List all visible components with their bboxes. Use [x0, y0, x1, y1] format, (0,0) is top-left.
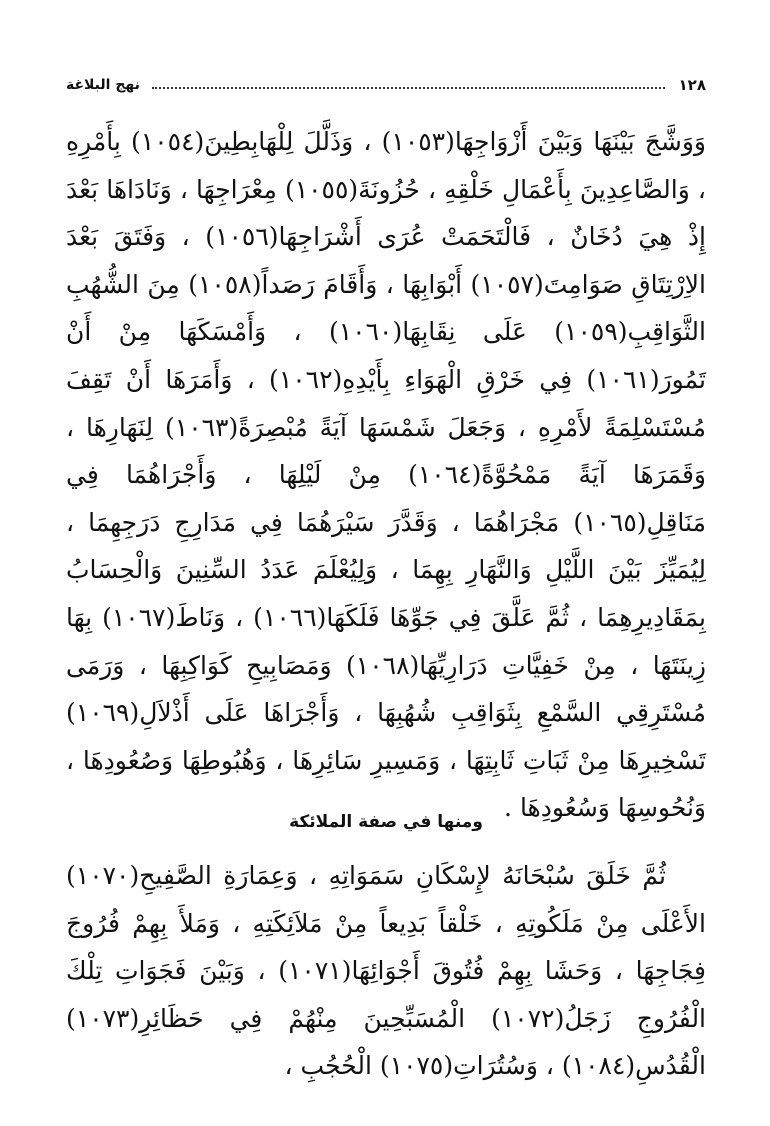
header-dotted-rule — [152, 87, 665, 89]
running-header — [66, 74, 706, 96]
main-paragraph: وَوَشَّجَ بَيْنَهَا وَبَيْنَ أَزْوَاجِهَا(١٠٥٣) ، وَذَلَّلَ لِلْهَابِطِينَ(١٠٥٤) بِأَمْرِهِ ، وَالصَّاعِدِينَ بِأَعْمَالِ خَلْقِهِ ، حُزُونَةَ(١٠٥٥) مِعْرَاجِهَا ، وَنَادَاهَا بَعْدَ إِذْ هِيَ دُخَانٌ ، فَالْتَحَمَتْ عُرَى أَشْرَاجِهَا(١٠٥٦) ، وَفَتَقَ بَعْدَ الاِرْتِتَاقِ صَوَامِتَ(١٠٥٧) أَبْوَابِهَا ، وَأَقَامَ رَصَداً(١٠٥٨) مِنَ الشُّهُبِ الثَّوَاقِبِ(١٠٥٩) عَلَى نِقَابِهَا(١٠٦٠) ، وَأَمْسَكَهَا مِنْ أَنْ تَمُورَ(١٠٦١) فِي خَرْقِ الْهَوَاءِ بِأَيْدِهِ(١٠٦٢) ، وَأَمَرَهَا أَنْ تَقِفَ مُسْتَسْلِمَةً لأَمْرِهِ ، وَجَعَلَ شَمْسَهَا آيَةً مُبْصِرَةً(١٠٦٣) لِنَهَارِهَا ، وَقَمَرَهَا آيَةً مَمْحُوَّةً(١٠٦٤) مِنْ لَيْلِهَا ، وَأَجْرَاهُمَا فِي مَنَاقِلِ(١٠٦٥) مَجْرَاهُمَا ، وَقَدَّرَ سَيْرَهُمَا فِي مَدَارِجِ دَرَجِهِمَا ، لِيُمَيِّزَ بَيْنَ اللَّيْلِ وَالنَّهَارِ بِهِمَا ، وَلِيُعْلَمَ عَدَدُ السِّنِينَ وَالْحِسَابُ بِمَقَادِيرِهِمَا ، ثُمَّ عَلَّقَ فِي جَوِّهَا فَلَكَهَا(١٠٦٦) ، وَنَاطَ(١٠٦٧) بِهَا زِينَتَهَا ، مِنْ خَفِيَّاتِ دَرَارِيِّهَا(١٠٦٨) وَمَصَابِيحِ كَوَاكِبِهَا ، وَرَمَى مُسْتَرِقِي السَّمْعِ بِثَوَاقِبِ شُهُبِهَا ، وَأَجْرَاهَا عَلَى أَذْلاَلِ(١٠٦٩) تَسْخِيرِهَا مِنْ ثَبَاتِ ثَابِتِهَا ، وَمَسِيرِ سَائِرِهَا ، وَهُبُوطِهَا وَصُعُودِهَا ، وَنُحُوسِهَا وَسُعُودِهَا . — [66, 127, 707, 823]
book-title: نهج البلاغة — [66, 77, 140, 93]
section-heading: ومنها في صفة الملائكة — [289, 812, 483, 832]
angels-paragraph: ثُمَّ خَلَقَ سُبْحَانَهُ لإِسْكَانِ سَمَوَاتِهِ ، وَعِمَارَةِ الصَّفِيحِ(١٠٧٠) الأَعْلَى مِنْ مَلَكُوتِهِ ، خَلْقاً بَدِيعاً مِنْ مَلاَئِكَتِهِ ، وَمَلأَ بِهِمْ فُرُوجَ فِجَاجِهَا ، وَحَشَا بِهِمْ فُتُوقَ أَجْوَائِهَا(١٠٧١) ، وَبَيْنَ فَجَوَاتِ تِلْكَ الْفُرُوجِ زَجَلُ(١٠٧٢) الْمُسَبِّحِينَ مِنْهُمْ فِي حَظَائِرِ(١٠٧٣) الْقُدُسِ(١٠٨٤) ، وَسُتُرَاتِ(١٠٧٥) الْحُجُبِ ، — [66, 861, 707, 1081]
page-number: ١٢٨ — [678, 76, 706, 94]
